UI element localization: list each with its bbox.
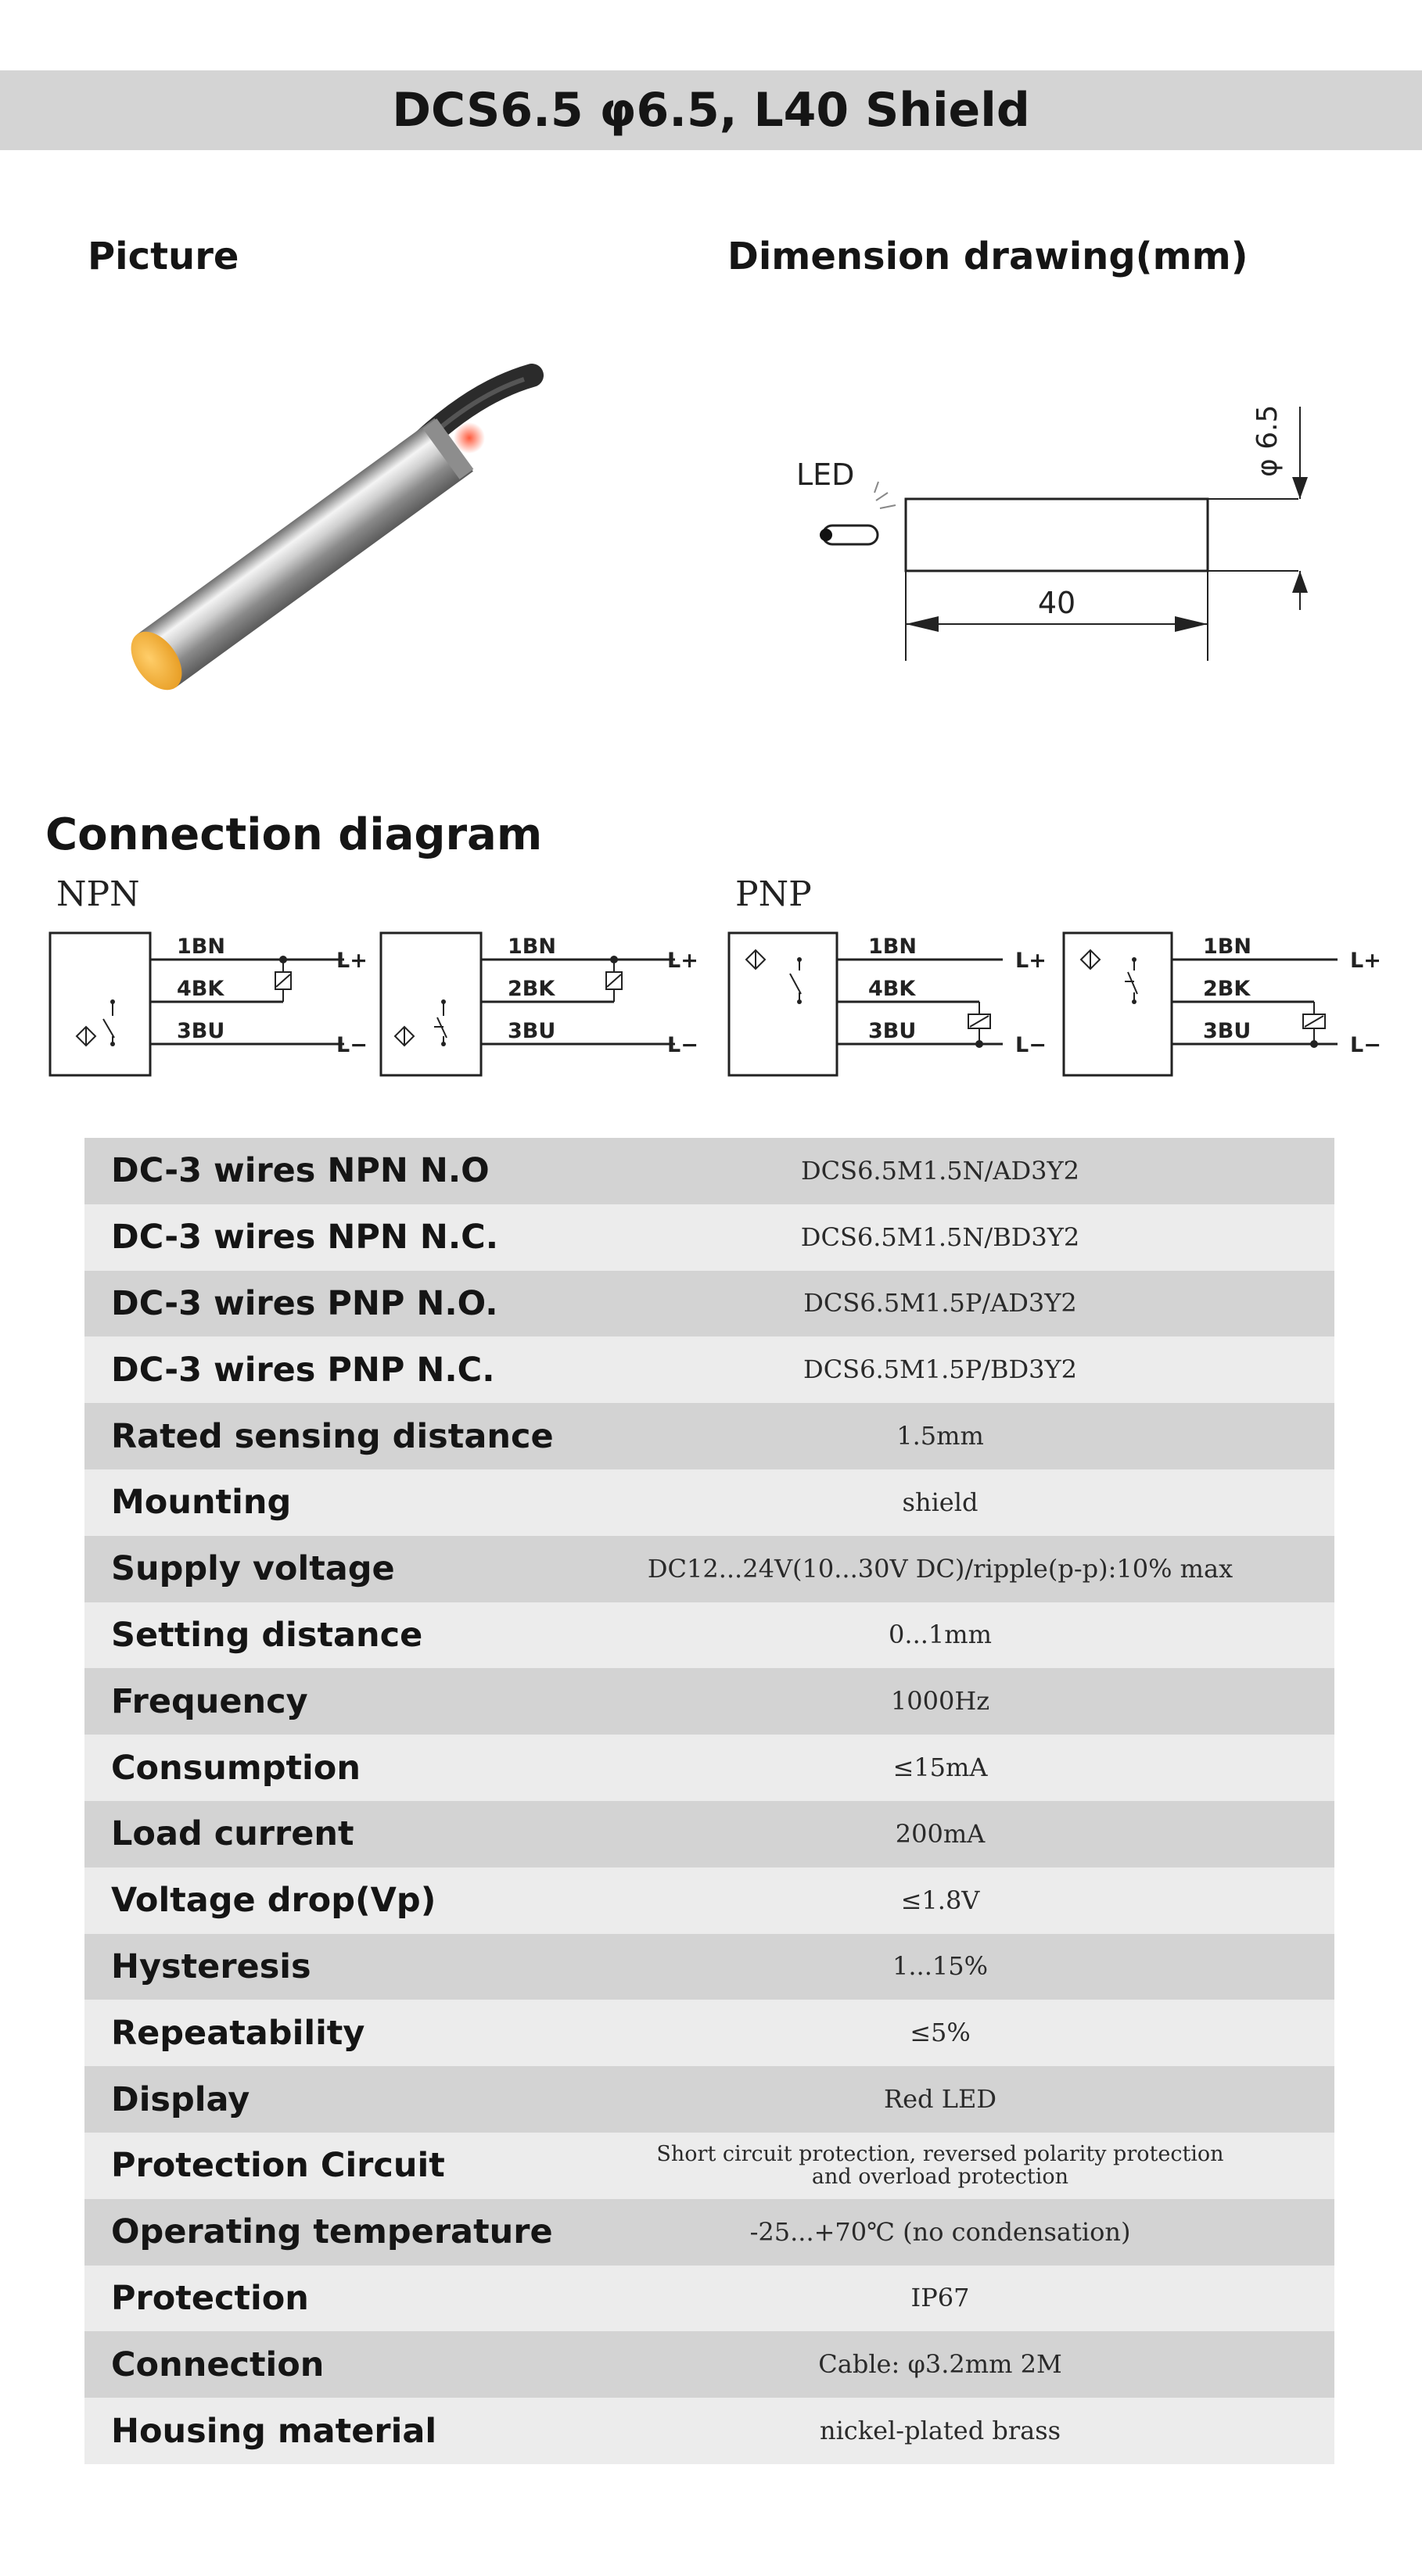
spec-value: shield [902, 1487, 979, 1517]
l-minus-label: L− [336, 1033, 368, 1057]
table-row [84, 1469, 1334, 1536]
l-plus-label: L+ [1015, 949, 1047, 973]
spec-value: DCS6.5M1.5P/AD3Y2 [803, 1288, 1077, 1318]
wire-2-label: 4BK [177, 977, 224, 1001]
wire-3-label: 3BU [868, 1019, 917, 1043]
spec-value-line-2: and overload protection [811, 2165, 1069, 2190]
spec-value: ≤1.8V [900, 1885, 980, 1915]
dimension-heading: Dimension drawing(mm) [727, 235, 1248, 278]
wire-1-label: 1BN [1203, 935, 1251, 959]
table-row [84, 2133, 1334, 2199]
table-row [84, 1668, 1334, 1735]
spec-value: DC12...24V(10...30V DC)/ripple(p-p):10% max [647, 1553, 1233, 1584]
wire-3-label: 3BU [177, 1019, 225, 1043]
spec-value: ≤5% [910, 2018, 971, 2048]
spec-label: Voltage drop(Vp) [111, 1881, 436, 1921]
diameter-label: φ 6.5 [1251, 404, 1284, 477]
spec-label: Protection Circuit [111, 2146, 445, 2186]
spec-label: Protection [111, 2278, 309, 2318]
l-minus-label: L− [1015, 1033, 1047, 1057]
table-row [84, 2398, 1334, 2464]
spec-table [84, 1138, 1334, 2464]
wire-3-label: 3BU [1203, 1019, 1251, 1043]
circuit-pnp-nc [1062, 927, 1391, 1083]
table-row [84, 1934, 1334, 2000]
wire-2-label: 4BK [868, 977, 916, 1001]
connection-heading: Connection diagram [45, 809, 543, 860]
spec-label: Setting distance [111, 1615, 423, 1655]
circuit-npn-no [48, 927, 377, 1083]
table-row [84, 2266, 1334, 2332]
spec-value: IP67 [910, 2283, 970, 2313]
spec-label: Display [111, 2079, 250, 2119]
l-plus-label: L+ [336, 949, 368, 973]
spec-label: Consumption [111, 1748, 361, 1788]
spec-label: Repeatability [111, 2013, 365, 2053]
table-row [84, 2199, 1334, 2266]
spec-value: -25...+70℃ (no condensation) [749, 2216, 1131, 2247]
table-row [84, 1735, 1334, 1801]
l-minus-label: L− [1350, 1033, 1381, 1057]
table-row [84, 1801, 1334, 1867]
spec-value: ≤15mA [892, 1752, 988, 1782]
circuit-npn-nc [379, 927, 708, 1083]
spec-value [546, 2133, 1334, 2199]
table-row [84, 2000, 1334, 2066]
spec-value: 1...15% [892, 1951, 988, 1982]
spec-label: DC-3 wires NPN N.O [111, 1151, 490, 1191]
length-label: 40 [1037, 586, 1076, 620]
spec-label: DC-3 wires PNP N.C. [111, 1350, 495, 1390]
spec-value: DCS6.5M1.5N/BD3Y2 [800, 1222, 1080, 1252]
spec-label: Load current [111, 1814, 354, 1854]
table-row [84, 1602, 1334, 1669]
spec-label: Rated sensing distance [111, 1416, 554, 1456]
spec-value: 1.5mm [896, 1420, 984, 1451]
title-bar [0, 70, 1422, 150]
table-row [84, 2331, 1334, 2398]
picture-heading: Picture [88, 235, 239, 278]
sensor-photo [110, 344, 548, 704]
spec-label: DC-3 wires PNP N.O. [111, 1283, 498, 1323]
l-minus-label: L− [667, 1033, 698, 1057]
l-plus-label: L+ [1350, 949, 1381, 973]
spec-label: Housing material [111, 2411, 437, 2451]
npn-label: NPN [56, 874, 140, 914]
wire-2-label: 2BK [1203, 977, 1251, 1001]
table-row [84, 1336, 1334, 1403]
spec-label: Frequency [111, 1681, 308, 1721]
spec-label: Supply voltage [111, 1549, 395, 1589]
spec-label: Operating temperature [111, 2212, 553, 2252]
l-plus-label: L+ [667, 949, 698, 973]
spec-value: Red LED [884, 2083, 996, 2114]
table-row [84, 1403, 1334, 1469]
spec-label: DC-3 wires NPN N.C. [111, 1218, 499, 1258]
table-row [84, 1536, 1334, 1602]
spec-label: Mounting [111, 1483, 292, 1523]
wire-1-label: 1BN [508, 935, 556, 959]
wire-3-label: 3BU [508, 1019, 556, 1043]
spec-value: 1000Hz [890, 1686, 990, 1717]
table-row [84, 1204, 1334, 1271]
wire-2-label: 2BK [508, 977, 555, 1001]
wire-1-label: 1BN [177, 935, 225, 959]
table-row [84, 2066, 1334, 2133]
spec-value: Cable: φ3.2mm 2M [818, 2349, 1062, 2380]
spec-value-line-1: Short circuit protection, reversed polarity protection [656, 2141, 1224, 2166]
page-title: DCS6.5 φ6.5, L40 Shield [392, 83, 1030, 138]
table-row [84, 1867, 1334, 1934]
led-label: LED [796, 457, 855, 492]
spec-label: Hysteresis [111, 1946, 311, 1986]
spec-value: 0...1mm [889, 1620, 992, 1650]
spec-value: nickel-plated brass [819, 2415, 1061, 2445]
dimension-drawing [751, 375, 1377, 673]
circuit-pnp-no [727, 927, 1056, 1083]
spec-value: DCS6.5M1.5N/AD3Y2 [801, 1155, 1079, 1186]
spec-value: DCS6.5M1.5P/BD3Y2 [803, 1354, 1077, 1385]
spec-value: 200mA [895, 1818, 986, 1849]
pnp-label: PNP [735, 874, 812, 914]
wire-1-label: 1BN [868, 935, 917, 959]
table-row [84, 1138, 1334, 1204]
table-row [84, 1271, 1334, 1337]
spec-label: Connection [111, 2345, 325, 2384]
